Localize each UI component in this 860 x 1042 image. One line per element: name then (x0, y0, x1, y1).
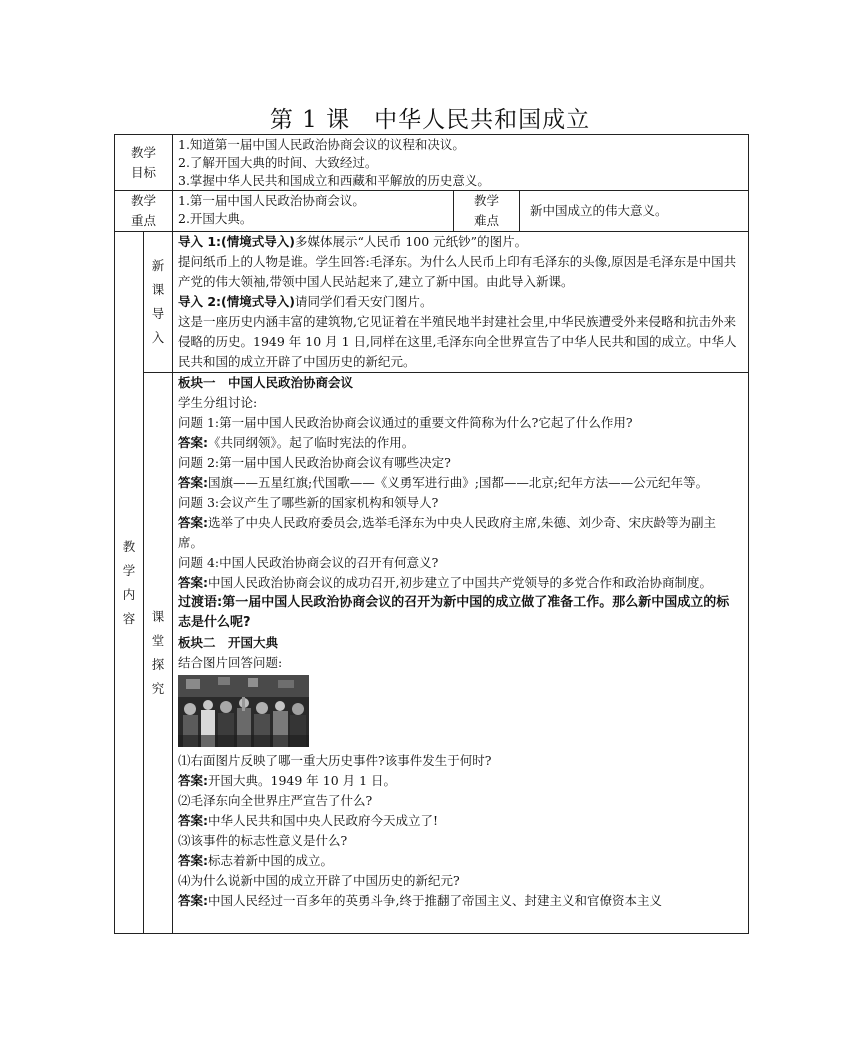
question-3: 问题 3:会议产生了哪些新的国家机构和领导人? (178, 495, 439, 510)
content-label (115, 232, 144, 934)
goal-item-1: 1.知道第一届中国人民政治协商会议的议程和决议。 (178, 137, 465, 152)
intro-label (144, 232, 173, 373)
goals-cell (173, 135, 749, 191)
photo-prompt: 结合图片回答问题: (178, 655, 283, 670)
explore-label (144, 373, 173, 934)
photo-answer-3: 标志着新中国的成立。 (208, 853, 334, 868)
question-4: 问题 4:中国人民政治协商会议的召开有何意义? (178, 555, 439, 570)
intro-lead-2: 导入 2:(情境式导入) (178, 294, 295, 309)
goals-label: 教学目标 (115, 135, 173, 191)
photo-answer-4: 中国人民经过一百多年的英勇斗争,终于推翻了帝国主义、封建主义和官僚资本主义 (208, 893, 662, 908)
lesson-title: 第 1 课 中华人民共和国成立 (269, 107, 591, 133)
intro-lead-1: 导入 1:(情境式导入) (178, 234, 295, 249)
answer-2: 国旗——五星红旗;代国歌——《义勇军进行曲》;国都——北京;纪年方法——公元纪年等。 (208, 475, 709, 490)
question-2: 问题 2:第一届中国人民政治协商会议有哪些决定? (178, 455, 451, 470)
difficulty-label: 教学难点 (454, 191, 520, 232)
intro-label-text: 新 课 导 入 (151, 258, 165, 345)
answer-1: 《共同纲领》。起了临时宪法的作用。 (208, 435, 415, 450)
intro-row (115, 232, 749, 373)
content-label-text: 教 学 内 容 (122, 538, 136, 626)
section-1-heading: 板块一 中国人民政治协商会议 (178, 375, 354, 390)
founding-ceremony-photo (178, 675, 309, 747)
answer-4: 中国人民政治协商会议的成功召开,初步建立了中国共产党领导的多党合作和政治协商制度。 (208, 575, 712, 590)
photo-question-3: ⑶该事件的标志性意义是什么? (178, 833, 348, 848)
explore-label-text: 课 堂 探 究 (151, 609, 165, 696)
photo-answer-1: 开国大典。1949 年 10 月 1 日。 (208, 773, 397, 788)
photo-question-4: ⑷为什么说新中国的成立开辟了中国历史的新纪元? (178, 873, 460, 888)
lesson-plan-table (114, 134, 749, 934)
key-points-cell (173, 191, 454, 232)
explore-cell: 板块一 中国人民政治协商会议 学生分组讨论: 问题 1:第一届中国人民政治协商会议通过的重要文件简称为什么?它起了什么作用? 答案:《共同纲领》。起了临时宪法的作用。 问题 2:第一届中国人民政治协商会议有哪些决定? 答案:国旗——五星红旗;代国歌——《义勇军进行曲》;国都——北京;纪年方法——公元纪年等。 问题 3:会议产生了哪些新的国家机构和领导人? 答案:选举了中央人民政府委员会,选举毛泽东为中央人民政府主席,朱德、刘少奇、宋庆龄等为副主席。 问题 4:中国人民政治协商会议的召开有何意义? 答案:中国人民政治协商会议的成功召开,初步建立了中国共产党领导的多党合作和政治协商制度。 过渡语:第一届中国人民政治协商会议的召开为新中国的成立做了准备工作。那么新中国成立的标志是什么呢? 板块二 开国大典 结合图片回答问题: ⑴右面图片反映了哪一重大历史事件?该事件发生于何时? 答案:开国大典。1949 年 10 月 1 日。 ⑵毛泽东向全世界庄严宣告了什么? 答案:中华人民共和国中央人民政府今天成立了! ⑶该事件的标志性意义是什么? 答案:标志着新中国的成立。 ⑷为什么说新中国的成立开辟了中国历史的新纪元? 答案:中国人民经过一百多年的英勇斗争,终于推翻了帝国主义、封建主义和官僚资本主义 (173, 373, 749, 934)
goal-item-3: 3.掌握中华人民共和国成立和西藏和平解放的历史意义。 (178, 173, 490, 188)
explore-row (115, 373, 749, 934)
intro-para-2: 这是一座历史内涵丰富的建筑物,它见证着在半殖民地半封建社会里,中华民族遭受外来侵略和抗击外来侵略的历史。1949 年 10 月 1 日,同样在这里,毛泽东向全世界宣告了中华人民共和国的成立。中华人民共和国的成立开辟了中国历史的新纪元。 (178, 314, 737, 369)
key-point-2: 2.开国大典。 (178, 211, 253, 226)
difficulty-text: 新中国成立的伟大意义。 (530, 203, 668, 218)
group-discussion: 学生分组讨论: (178, 395, 258, 410)
key-points-label: 教学重点 (115, 191, 173, 232)
intro-cell: 导入 1:(情境式导入)多媒体展示“人民币 100 元纸钞”的图片。 提问纸币上的人物是谁。学生回答:毛泽东。为什么人民币上印有毛泽东的头像,原因是毛泽东是中国共产党的伟大领袖,带领中国人民站起来了,建立了新中国。由此导入新课。 导入 2:(情境式导入)请同学们看天安门图片。 这是一座历史内涵丰富的建筑物,它见证着在半殖民地半封建社会里,中华民族遭受外来侵略和抗击外来侵略的历史。1949 年 10 月 1 日,同样在这里,毛泽东向全世界宣告了中华人民共和国的成立。中华人民共和国的成立开辟了中国历史的新纪元。 (173, 232, 749, 373)
key-point-1: 1.第一届中国人民政治协商会议。 (178, 193, 365, 208)
goal-item-2: 2.了解开国大典的时间、大致经过。 (178, 155, 378, 170)
photo-answer-2: 中华人民共和国中央人民政府今天成立了! (208, 813, 439, 828)
difficulty-cell (520, 191, 749, 232)
key-points-row (115, 191, 749, 232)
intro-para-1: 提问纸币上的人物是谁。学生回答:毛泽东。为什么人民币上印有毛泽东的头像,原因是毛泽东是中国共产党的伟大领袖,带领中国人民站起来了,建立了新中国。由此导入新课。 (178, 254, 737, 289)
answer-3: 选举了中央人民政府委员会,选举毛泽东为中央人民政府主席,朱德、刘少奇、宋庆龄等为副主席。 (178, 515, 716, 550)
goals-row (115, 135, 749, 191)
photo-question-2: ⑵毛泽东向全世界庄严宣告了什么? (178, 793, 373, 808)
transition-text: 过渡语:第一届中国人民政治协商会议的召开为新中国的成立做了准备工作。那么新中国成立的标志是什么呢? (178, 595, 730, 630)
question-1: 问题 1:第一届中国人民政治协商会议通过的重要文件简称为什么?它起了什么作用? (178, 415, 633, 430)
section-2-heading: 板块二 开国大典 (178, 635, 279, 650)
photo-question-1: ⑴右面图片反映了哪一重大历史事件?该事件发生于何时? (178, 753, 492, 768)
